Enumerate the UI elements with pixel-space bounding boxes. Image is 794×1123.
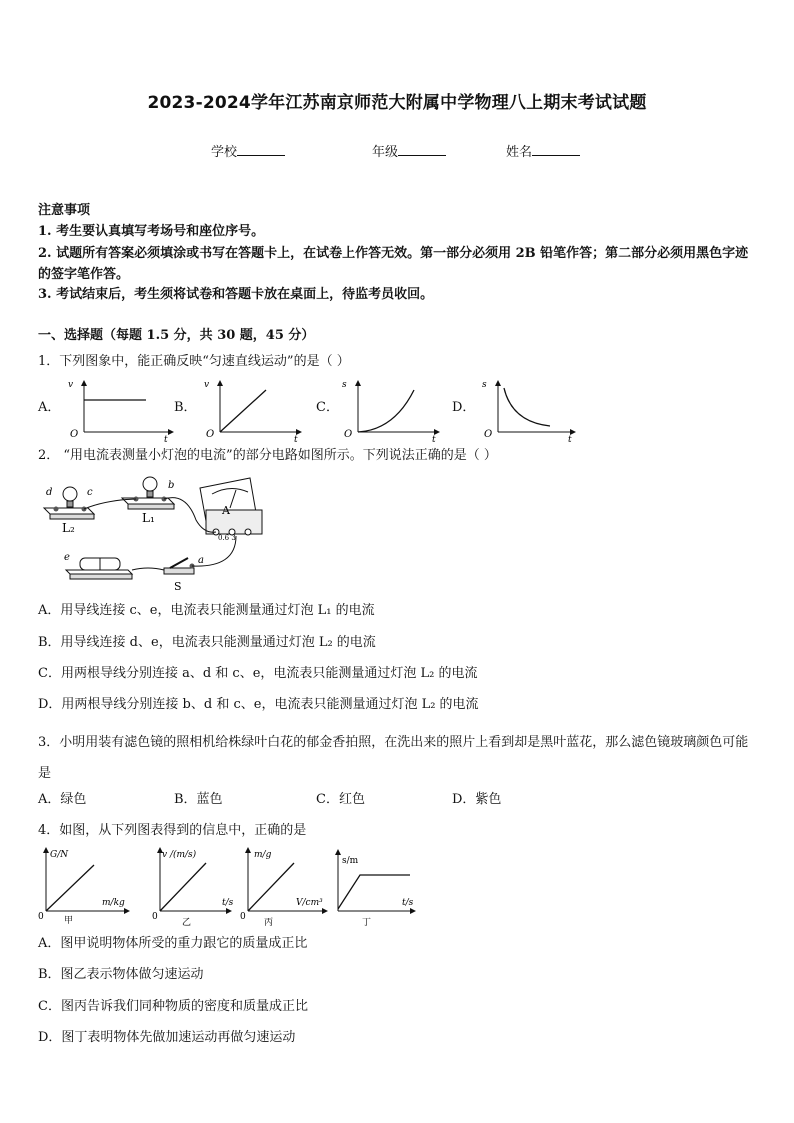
q4a-ylabel: G/N [50, 850, 69, 860]
q1b-ylabel: v [204, 380, 210, 390]
q1b-origin: O [206, 429, 215, 440]
q4b-ylabel: v /(m/s) [162, 850, 197, 860]
q1a-ylabel: v [68, 380, 74, 390]
q1d-origin: O [484, 429, 493, 440]
label-L2: L₂ [62, 521, 75, 535]
q4a-origin: 0 [38, 912, 44, 922]
q3-option-a: A．绿色 [38, 792, 87, 807]
label-b: b [168, 480, 175, 491]
q1c-xlabel: t [432, 435, 436, 442]
q4-option-c: C．图丙告诉我们同种物质的密度和质量成正比 [38, 999, 308, 1014]
notice-item: 3. 考试结束后，考生须将试卷和答题卡放在桌面上，待监考员收回。 [38, 287, 434, 302]
q4-option-d: D．图丁表明物体先做加速运动再做匀速运动 [38, 1030, 296, 1045]
q1c-origin: O [344, 429, 353, 440]
q1-option-b: B． [174, 400, 197, 415]
name-field: 姓名 [506, 141, 580, 160]
q4a-caption: 甲 [64, 916, 74, 926]
q4c-ylabel: m/g [254, 850, 272, 860]
label-e: e [64, 552, 70, 563]
q4-option-b: B．图乙表示物体做匀速运动 [38, 967, 204, 982]
q1-graph-a [60, 378, 180, 442]
q1-option-c: C． [316, 400, 339, 415]
question-2-stem: 2． “用电流表测量小灯泡的电流”的部分电路如图所示。下列说法正确的是（ ） [38, 448, 497, 463]
label-L1: L₁ [142, 511, 155, 525]
q4-graph-ding [330, 845, 420, 927]
q4d-caption: 丁 [362, 918, 372, 927]
q4c-caption: 丙 [264, 918, 274, 927]
q4c-origin: 0 [240, 912, 246, 922]
section-heading: 一、选择题（每题 1.5 分，共 30 题，45 分） [38, 328, 315, 343]
q4b-xlabel: t/s [222, 898, 234, 908]
q1c-ylabel: s [342, 380, 347, 390]
q3-option-d: D．紫色 [452, 792, 502, 807]
q4b-origin: 0 [152, 912, 158, 922]
school-field: 学校 [211, 141, 285, 160]
q1d-xlabel: t [568, 435, 572, 442]
label-terminals: 0.6 3 [218, 534, 236, 542]
page-title: 2023-2024学年江苏南京师范大附属中学物理八上期末考试试题 [147, 93, 647, 113]
q1a-origin: O [70, 429, 79, 440]
label-a: a [198, 555, 204, 566]
q2-option-a: A．用导线连接 c、e，电流表只能测量通过灯泡 L₁ 的电流 [38, 603, 375, 618]
label-A: A [222, 504, 230, 517]
q4-option-a: A．图甲说明物体所受的重力跟它的质量成正比 [38, 936, 308, 951]
label-c: c [87, 487, 93, 498]
q3-option-b: B．蓝色 [174, 792, 223, 807]
q4a-xlabel: m/kg [102, 898, 125, 908]
question-3-stem: 3．小明用装有滤色镜的照相机给株绿叶白花的郁金香拍照，在洗出来的照片上看到却是黑叶蓝花，那么滤色镜玻璃颜色可能是 [38, 735, 749, 781]
q1a-xlabel: t [164, 435, 168, 442]
notice-item: 1. 考生要认真填写考场号和座位序号。 [38, 224, 265, 239]
q3-option-c: C．红色 [316, 792, 365, 807]
q2-option-d: D．用两根导线分别连接 b、d 和 c、e，电流表只能测量通过灯泡 L₂ 的电流 [38, 697, 479, 712]
q1-graph-b [196, 378, 316, 442]
q2-circuit-diagram [36, 470, 276, 596]
label-S: S [174, 580, 182, 593]
q1-option-a: A． [38, 400, 61, 415]
label-d: d [46, 487, 53, 498]
question-1-stem: 1．下列图象中，能正确反映“匀速直线运动”的是（ ） [38, 354, 350, 369]
q1-graph-d [474, 378, 594, 442]
q4-graph-bing [238, 845, 334, 927]
q4c-xlabel: V/cm³ [296, 898, 323, 908]
q1d-ylabel: s [482, 380, 487, 390]
q4-graph-jia [36, 845, 132, 927]
q2-option-c: C．用两根导线分别连接 a、d 和 c、e，电流表只能测量通过灯泡 L₂ 的电流 [38, 666, 478, 681]
notice-item: 2. 试题所有答案必须填涂或书写在答题卡上，在试卷上作答无效。第一部分必须用 2B 铅笔作答；第二部分必须用黑色字迹的签字笔作答。 [38, 246, 749, 282]
grade-field: 年级 [372, 141, 446, 160]
question-4-stem: 4．如图，从下列图表得到的信息中，正确的是 [38, 823, 307, 838]
notice-heading: 注意事项 [38, 203, 91, 218]
q1b-xlabel: t [294, 435, 298, 442]
q2-option-b: B．用导线连接 d、e，电流表只能测量通过灯泡 L₂ 的电流 [38, 635, 376, 650]
q4d-xlabel: t/s [402, 898, 414, 908]
q1-graph-c [334, 378, 454, 442]
q4-graph-yi [150, 845, 242, 927]
q1-option-d: D． [452, 400, 476, 415]
q4b-caption: 乙 [182, 918, 192, 927]
q4d-ylabel: s/m [342, 856, 359, 866]
